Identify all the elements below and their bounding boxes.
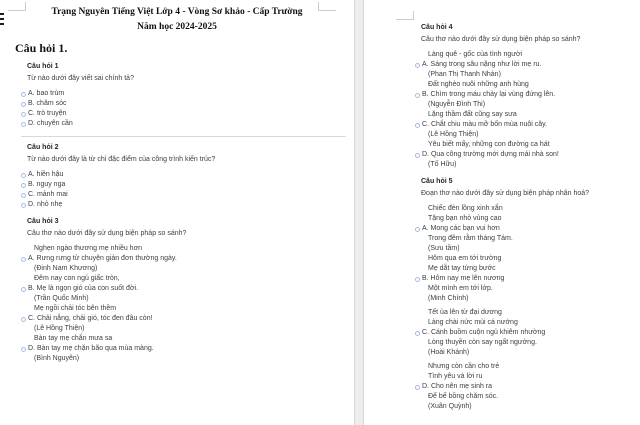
poem-line: Mẹ dắt tay từng bước (428, 265, 496, 272)
answer-option-label: C. Chắt chiu màu mỡ bốn mùa nuôi cây. (422, 121, 548, 128)
answer-list (27, 170, 342, 210)
question-block (27, 217, 342, 364)
answer-list (421, 50, 630, 170)
answer-option-label: D. chuyên cần (28, 120, 73, 127)
radio-button-icon[interactable] (415, 123, 420, 128)
answer-option[interactable] (21, 284, 342, 294)
question-label: Câu hỏi 4 (421, 24, 453, 31)
answer-option-label: C. trò truyện (28, 110, 67, 117)
question-label: Câu hỏi 1 (27, 63, 59, 70)
answer-option-label: B. Mẹ là ngọn gió của con suốt đời. (28, 285, 139, 292)
answer-option-label: C. Chải nắng, chải gió, tóc đen đâu còn! (28, 315, 153, 322)
radio-button-icon[interactable] (21, 203, 26, 208)
answer-option[interactable] (21, 200, 342, 210)
radio-button-icon[interactable] (21, 122, 26, 127)
question-label: Câu hỏi 2 (27, 144, 59, 151)
question-text: Từ nào dưới đây là từ chỉ đặc điểm của công trình kiến trúc? (27, 156, 216, 163)
answer-option-label: B. Hôm nay mẹ lên nương (422, 275, 505, 282)
crop-mark-icon (396, 11, 414, 20)
poem-line: Trong đêm rằm tháng Tám. (428, 235, 513, 242)
answer-option-label: B. Chìm trong máu chảy lại vùng đứng lên. (422, 91, 556, 98)
answer-option-label: A. bao trùm (28, 90, 65, 97)
poem-line: (Nguyễn Đình Thi) (428, 101, 486, 108)
page-gap-divider (354, 0, 364, 425)
poem-line: (Bình Nguyên) (34, 355, 80, 362)
question-text: Câu thơ nào dưới đây sử dụng biện pháp so sánh? (421, 36, 581, 43)
radio-button-icon[interactable] (21, 183, 26, 188)
poem-line: Tặng bạn nhỏ vùng cao (428, 215, 502, 222)
question-text: Từ nào dưới đây viết sai chính tả? (27, 75, 134, 82)
poem-line: Để bế bồng chăm sóc. (428, 393, 499, 400)
radio-button-icon[interactable] (415, 153, 420, 158)
answer-option[interactable] (415, 224, 630, 234)
poem-line: (Tố Hữu) (428, 161, 457, 168)
answer-option[interactable] (415, 60, 630, 70)
radio-button-icon[interactable] (21, 317, 26, 322)
poem-line: (Phan Thị Thanh Nhàn) (428, 71, 501, 78)
answer-option[interactable] (415, 150, 630, 160)
question-list-page-1 (0, 62, 354, 364)
poem-line: Một mình em tới lớp. (428, 285, 493, 292)
answer-option[interactable] (21, 180, 342, 190)
crop-mark-icon (8, 2, 26, 11)
answer-option-label: A. Sáng trong sâu nặng như lời mẹ ru. (422, 61, 542, 68)
answer-option-label: D. Qua công trường mới dựng mái nhà son! (422, 151, 559, 158)
radio-button-icon[interactable] (21, 92, 26, 97)
poem-line: Tết ùa lên từ đại dương (428, 309, 502, 316)
answer-option[interactable] (415, 90, 630, 100)
answer-option[interactable] (21, 99, 342, 109)
poem-line: Tình yêu và lời ru (428, 373, 483, 380)
poem-line: Chiếc đèn lồng xinh xắn (428, 205, 503, 212)
poem-line: Yêu biết mấy, những con đường ca hát (428, 141, 550, 148)
answer-option[interactable] (21, 314, 342, 324)
radio-button-icon[interactable] (21, 347, 26, 352)
answer-option-label: C. Cánh buồm cuộn ngủ khiêm nhường (422, 329, 546, 336)
poem-line: Nhưng còn cần cho trẻ (428, 363, 500, 370)
answer-option[interactable] (415, 274, 630, 284)
radio-button-icon[interactable] (21, 173, 26, 178)
poem-line: (Hoài Khánh) (428, 349, 470, 356)
poem-line: Hôm qua em tới trường (428, 255, 502, 262)
question-list-page-2 (364, 0, 640, 412)
poem-line: Lòng thuyền còn say ngất ngưởng. (428, 339, 537, 346)
radio-button-icon[interactable] (21, 112, 26, 117)
question-block (27, 62, 342, 129)
answer-option-label: D. nhỏ nhẹ (28, 201, 63, 208)
radio-button-icon[interactable] (415, 227, 420, 232)
poem-line: (Lê Hồng Thiện) (34, 325, 85, 332)
radio-button-icon[interactable] (415, 93, 420, 98)
answer-option[interactable] (21, 89, 342, 99)
poem-line: (Sưu tầm) (428, 245, 460, 252)
document-subtitle: Năm học 2024-2025 (137, 22, 217, 32)
question-label: Câu hỏi 3 (27, 218, 59, 225)
question-block (421, 23, 630, 170)
answer-option[interactable] (21, 254, 342, 264)
poem-line: Nghẹn ngào thương mẹ nhiều hơn (34, 245, 143, 252)
poem-line: Đêm nay con ngủ giấc tròn, (34, 275, 120, 282)
answer-list (421, 204, 630, 412)
poem-line: (Trần Quốc Minh) (34, 295, 89, 302)
poem-line: Đất nghèo nuôi những anh hùng (428, 81, 529, 88)
radio-button-icon[interactable] (21, 102, 26, 107)
answer-list (27, 89, 342, 129)
radio-button-icon[interactable] (415, 385, 420, 390)
poem-line: (Minh Chính) (428, 295, 469, 302)
radio-button-icon[interactable] (21, 257, 26, 262)
answer-option-label: A. hiền hậu (28, 171, 64, 178)
answer-option-label: B. nguy nga (28, 181, 66, 188)
document-page-2 (364, 0, 640, 425)
radio-button-icon[interactable] (415, 63, 420, 68)
poem-line: Mẹ ngồi chải tóc bên thềm (34, 305, 117, 312)
answer-option-label: D. Bàn tay mẹ chặn bão qua mùa màng. (28, 345, 154, 352)
poem-line: (Xuân Quỳnh) (428, 403, 472, 410)
question-block (421, 177, 630, 412)
answer-option-label: A. Rưng rưng từ chuyện giản đơn thường ngày. (28, 255, 177, 262)
question-label: Câu hỏi 5 (421, 178, 453, 185)
answer-option-label: A. Mong các bạn vui hơn (422, 225, 500, 232)
answer-option[interactable] (415, 328, 630, 338)
answer-option[interactable] (21, 344, 342, 354)
answer-option[interactable] (21, 119, 342, 129)
question-text: Đoạn thơ nào dưới đây sử dụng biện pháp nhân hoá? (421, 190, 590, 197)
answer-option[interactable] (21, 190, 342, 200)
radio-button-icon[interactable] (21, 193, 26, 198)
radio-button-icon[interactable] (415, 331, 420, 336)
radio-button-icon[interactable] (21, 287, 26, 292)
radio-button-icon[interactable] (415, 277, 420, 282)
answer-option[interactable] (21, 170, 342, 180)
poem-line: Làng chài nức mùi cá nướng (428, 319, 518, 326)
answer-option[interactable] (415, 382, 630, 392)
poem-line: (Lê Hồng Thiện) (428, 131, 479, 138)
answer-option-label: C. mảnh mai (28, 191, 68, 198)
question-separator (21, 136, 346, 137)
answer-option-label: B. chăm sóc (28, 100, 67, 107)
question-block (27, 143, 342, 210)
answer-option[interactable] (21, 109, 342, 119)
menu-bars-icon (0, 13, 5, 28)
answer-option[interactable] (415, 120, 630, 130)
poem-line: Lặng thầm đất cũng say sưa (428, 111, 517, 118)
document-title: Trạng Nguyên Tiếng Việt Lớp 4 - Vòng Sơ khảo - Cấp Trường (51, 7, 303, 17)
answer-option-label: D. Cho nên mẹ sinh ra (422, 383, 493, 390)
poem-line: Làng quê - gốc của tình người (428, 51, 523, 58)
section-heading: Câu hỏi 1. (15, 41, 68, 55)
question-text: Câu thơ nào dưới đây sử dụng biện pháp so sánh? (27, 230, 187, 237)
poem-line: Bàn tay mẹ chắn mưa sa (34, 335, 113, 342)
crop-mark-icon (318, 2, 336, 11)
answer-list (27, 244, 342, 364)
poem-line: (Đinh Nam Khương) (34, 265, 98, 272)
